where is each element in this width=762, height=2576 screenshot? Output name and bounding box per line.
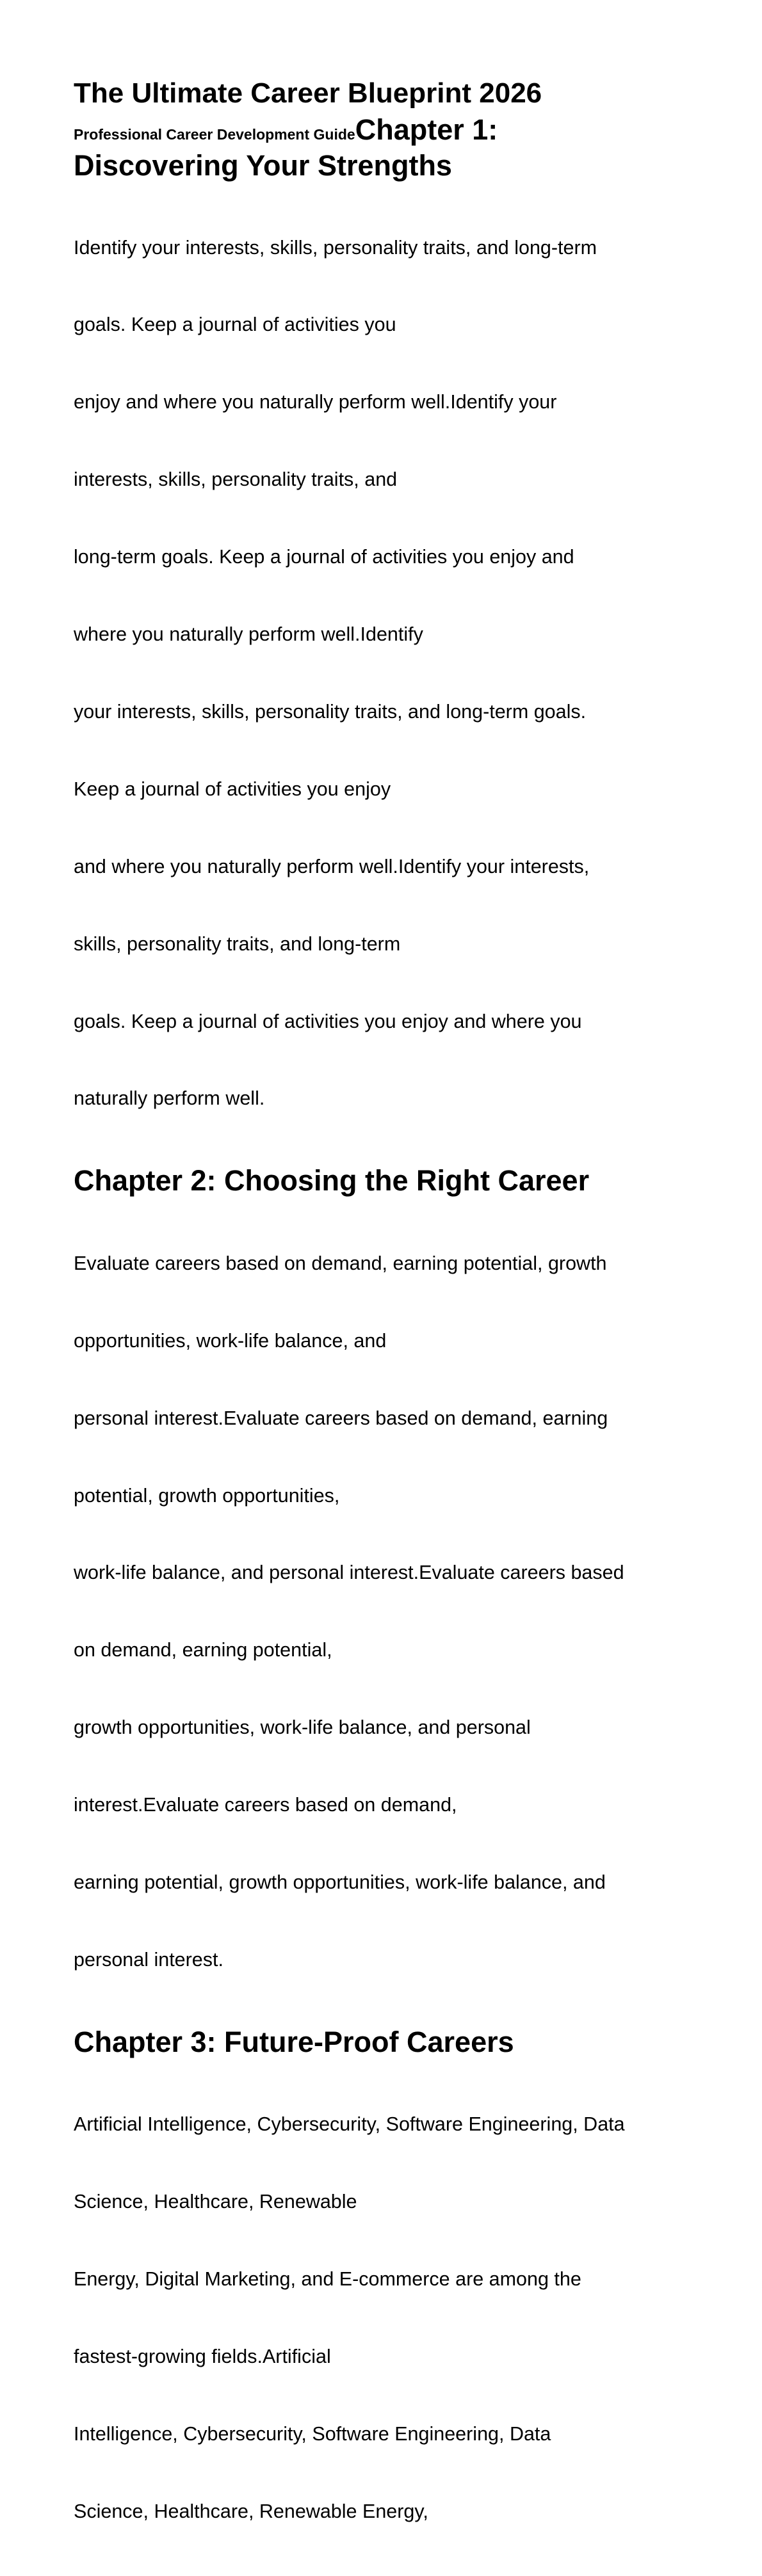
chapter-1-line: Identify your interests, skills, personality traits, and long-term: [74, 236, 597, 259]
chapter-1-line: and where you naturally perform well.Identify your interests,: [74, 855, 590, 877]
chapter-2-line: potential, growth opportunities,: [74, 1484, 340, 1507]
chapter-2-line: personal interest.: [74, 1948, 223, 1971]
chapter-3-line: Intelligence, Cybersecurity, Software Engineering, Data: [74, 2422, 551, 2445]
chapter-1-line: goals. Keep a journal of activities you: [74, 314, 396, 336]
chapter-1-line: skills, personality traits, and long-term: [74, 932, 401, 955]
chapter-2-line: on demand, earning potential,: [74, 1639, 332, 1661]
chapter-2-line: personal interest.Evaluate careers based on demand, earning: [74, 1407, 608, 1429]
chapter-3-line: Artificial Intelligence, Cybersecurity, Software Engineering, Data: [74, 2113, 625, 2136]
chapter-1-heading-part1: Chapter 1:: [355, 113, 498, 146]
document-page: [74, 76, 714, 2576]
chapter-1-line: enjoy and where you naturally perform well.Identify your: [74, 391, 557, 413]
chapter-2-line: earning potential, growth opportunities, work-life balance, and: [74, 1871, 606, 1893]
chapter-3-line: Science, Healthcare, Renewable Energy,: [74, 2500, 428, 2522]
chapter-1-heading-part2: Discovering Your Strengths: [74, 149, 452, 182]
chapter-3-heading: Chapter 3: Future-Proof Careers: [74, 2025, 514, 2058]
chapter-3-body: [74, 2060, 714, 2576]
chapter-3-line: fastest-growing fields.Artificial: [74, 2346, 331, 2368]
chapter-2-body: [74, 1199, 714, 2024]
chapter-2-line: growth opportunities, work-life balance, and personal: [74, 1716, 531, 1739]
chapter-1-line: your interests, skills, personality traits, and long-term goals.: [74, 700, 587, 723]
chapter-3-line: Science, Healthcare, Renewable: [74, 2191, 357, 2213]
chapter-1-line: Keep a journal of activities you enjoy: [74, 778, 391, 800]
chapter-2-line: opportunities, work-life balance, and: [74, 1329, 387, 1352]
chapter-1-body: [74, 183, 714, 1163]
chapter-2-line: Evaluate careers based on demand, earning potential, growth: [74, 1252, 607, 1274]
chapter-2-line: interest.Evaluate careers based on demand,: [74, 1794, 457, 1816]
chapter-2-line: work-life balance, and personal interest.Evaluate careers based: [74, 1562, 624, 1584]
document-title: The Ultimate Career Blueprint 2026: [74, 77, 542, 109]
chapter-1-line: long-term goals. Keep a journal of activities you enjoy and: [74, 546, 574, 568]
chapter-3-line: Energy, Digital Marketing, and E-commerce are among the: [74, 2268, 581, 2291]
chapter-1-line: goals. Keep a journal of activities you enjoy and where you: [74, 1010, 582, 1032]
document-subtitle: Professional Career Development Guide: [74, 126, 355, 143]
chapter-1-line: naturally perform well.: [74, 1087, 265, 1110]
subtitle-line: [74, 111, 714, 148]
chapter-1-line: interests, skills, personality traits, and: [74, 468, 398, 491]
chapter-1-line: where you naturally perform well.Identify: [74, 623, 423, 646]
chapter-2-heading: Chapter 2: Choosing the Right Career: [74, 1164, 590, 1197]
